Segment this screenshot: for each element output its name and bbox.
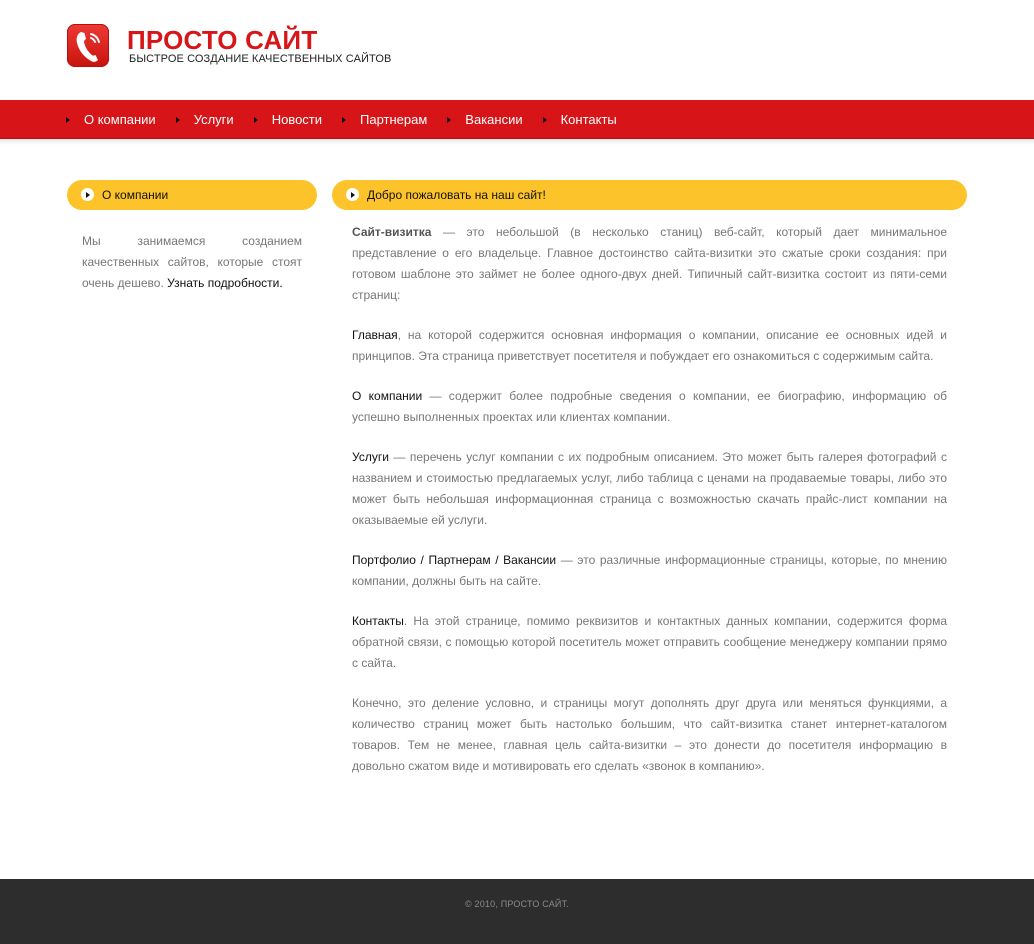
term-services: Услуги	[352, 450, 389, 464]
nav-item-partners[interactable]	[342, 100, 447, 139]
bullet-arrow-icon	[66, 117, 70, 123]
term-about: О компании	[352, 389, 423, 403]
paragraph-text: Конечно, это деление условно, и страницы могут дополнять друг друга или меняться функциями, а количество страниц может быть настолько большим, что сайт-визитка станет интернет-каталогом товаров. Тем не менее, главная цель сайта-визитки – это донести до посетителя информацию в довольно сжатом виде и мотивировать его сделать «звонок в компанию».	[352, 696, 947, 773]
sidebar-text	[82, 231, 302, 294]
main-nav	[0, 100, 1034, 139]
sidebar-description: Мы занимаемся созданием качественных сайтов, которые стоят очень дешево.	[82, 234, 302, 290]
paragraph	[352, 386, 947, 428]
site-footer	[0, 879, 1034, 944]
term-contacts: Контакты	[352, 614, 404, 628]
nav-item-label[interactable]: Услуги	[193, 112, 234, 127]
paragraph-text: . На этой странице, помимо реквизитов и контактных данных компании, содержится форма обратной связи, с помощью которой посетитель может отправить сообщение менеджеру компании прямо с сайта.	[352, 614, 947, 670]
paragraph	[352, 611, 947, 674]
term-business-card-site: Сайт-визитка	[352, 225, 432, 239]
site-title[interactable]: ПРОСТО САЙТ	[127, 25, 318, 55]
arrow-circle-icon	[346, 188, 359, 201]
site-header	[0, 0, 1034, 100]
bullet-arrow-icon	[447, 117, 451, 123]
copyright-text: © 2010, ПРОСТО САЙТ.	[465, 899, 569, 909]
paragraph-text: — это различные информационные страницы, которые, по мнению компании, должны быть на сайте.	[352, 553, 947, 588]
site-subtitle: БЫСТРОЕ СОЗДАНИЕ КАЧЕСТВЕННЫХ САЙТОВ	[129, 53, 392, 65]
paragraph	[352, 447, 947, 531]
nav-item-about[interactable]	[66, 100, 176, 139]
nav-item-label[interactable]: О компании	[84, 112, 156, 127]
nav-item-services[interactable]	[176, 100, 254, 139]
bullet-arrow-icon	[176, 117, 180, 123]
nav-item-contacts[interactable]	[543, 100, 637, 139]
bullet-arrow-icon	[254, 117, 258, 123]
nav-shadow	[0, 139, 1034, 145]
paragraph-text: , на которой содержится основная информация о компании, описание ее основных идей и принципов. Эта страница приветствует посетителя и побуждает его ознакомиться с содержимым сайта.	[352, 328, 947, 363]
paragraph-text: — содержит более подробные сведения о компании, ее биографию, информацию об успешно выполненных проектах или клиентах компании.	[352, 389, 947, 424]
sidebar-heading: О компании	[102, 188, 169, 202]
paragraph-text: — это небольшой (в несколько станиц) веб-сайт, который дает минимальное представление о его владельце. Главное достоинство сайта-визитки это сжатые сроки создания: при готовом шаблоне это займет не более одного-двух дней. Типичный сайт-визитка состоит из пяти-семи страниц:	[352, 225, 947, 302]
bullet-arrow-icon	[543, 117, 547, 123]
bullet-arrow-icon	[342, 117, 346, 123]
nav-item-label[interactable]: Новости	[271, 112, 323, 127]
paragraph	[352, 222, 947, 306]
paragraph	[352, 693, 947, 777]
nav-item-vacancies[interactable]	[447, 100, 542, 139]
term-home: Главная	[352, 328, 398, 342]
nav-item-label[interactable]: Контакты	[560, 112, 617, 127]
term-portfolio: Портфолио / Партнерам / Вакансии	[352, 553, 557, 567]
paragraph-text: — перечень услуг компании с их подробным описанием. Это может быть галерея фотографий с названием и стоимостью предлагаемых услуг, либо таблица с ценами на продаваемые товары, либо это может быть небольшая информационная страница с возможностью скачать прайс-лист компании на оказываемые ей услуги.	[352, 450, 947, 527]
nav-item-news[interactable]	[254, 100, 342, 139]
main-content	[352, 222, 947, 796]
main-heading-bar	[332, 180, 967, 210]
nav-item-label[interactable]: Партнерам	[360, 112, 428, 127]
paragraph	[352, 325, 947, 367]
main-heading: Добро пожаловать на наш сайт!	[367, 188, 546, 202]
arrow-circle-icon	[81, 188, 94, 201]
sidebar-heading-bar	[67, 180, 317, 210]
paragraph	[352, 550, 947, 592]
nav-item-label[interactable]: Вакансии	[465, 112, 523, 127]
phone-icon[interactable]	[67, 24, 109, 67]
learn-more-link[interactable]: Узнать подробности.	[167, 276, 283, 290]
